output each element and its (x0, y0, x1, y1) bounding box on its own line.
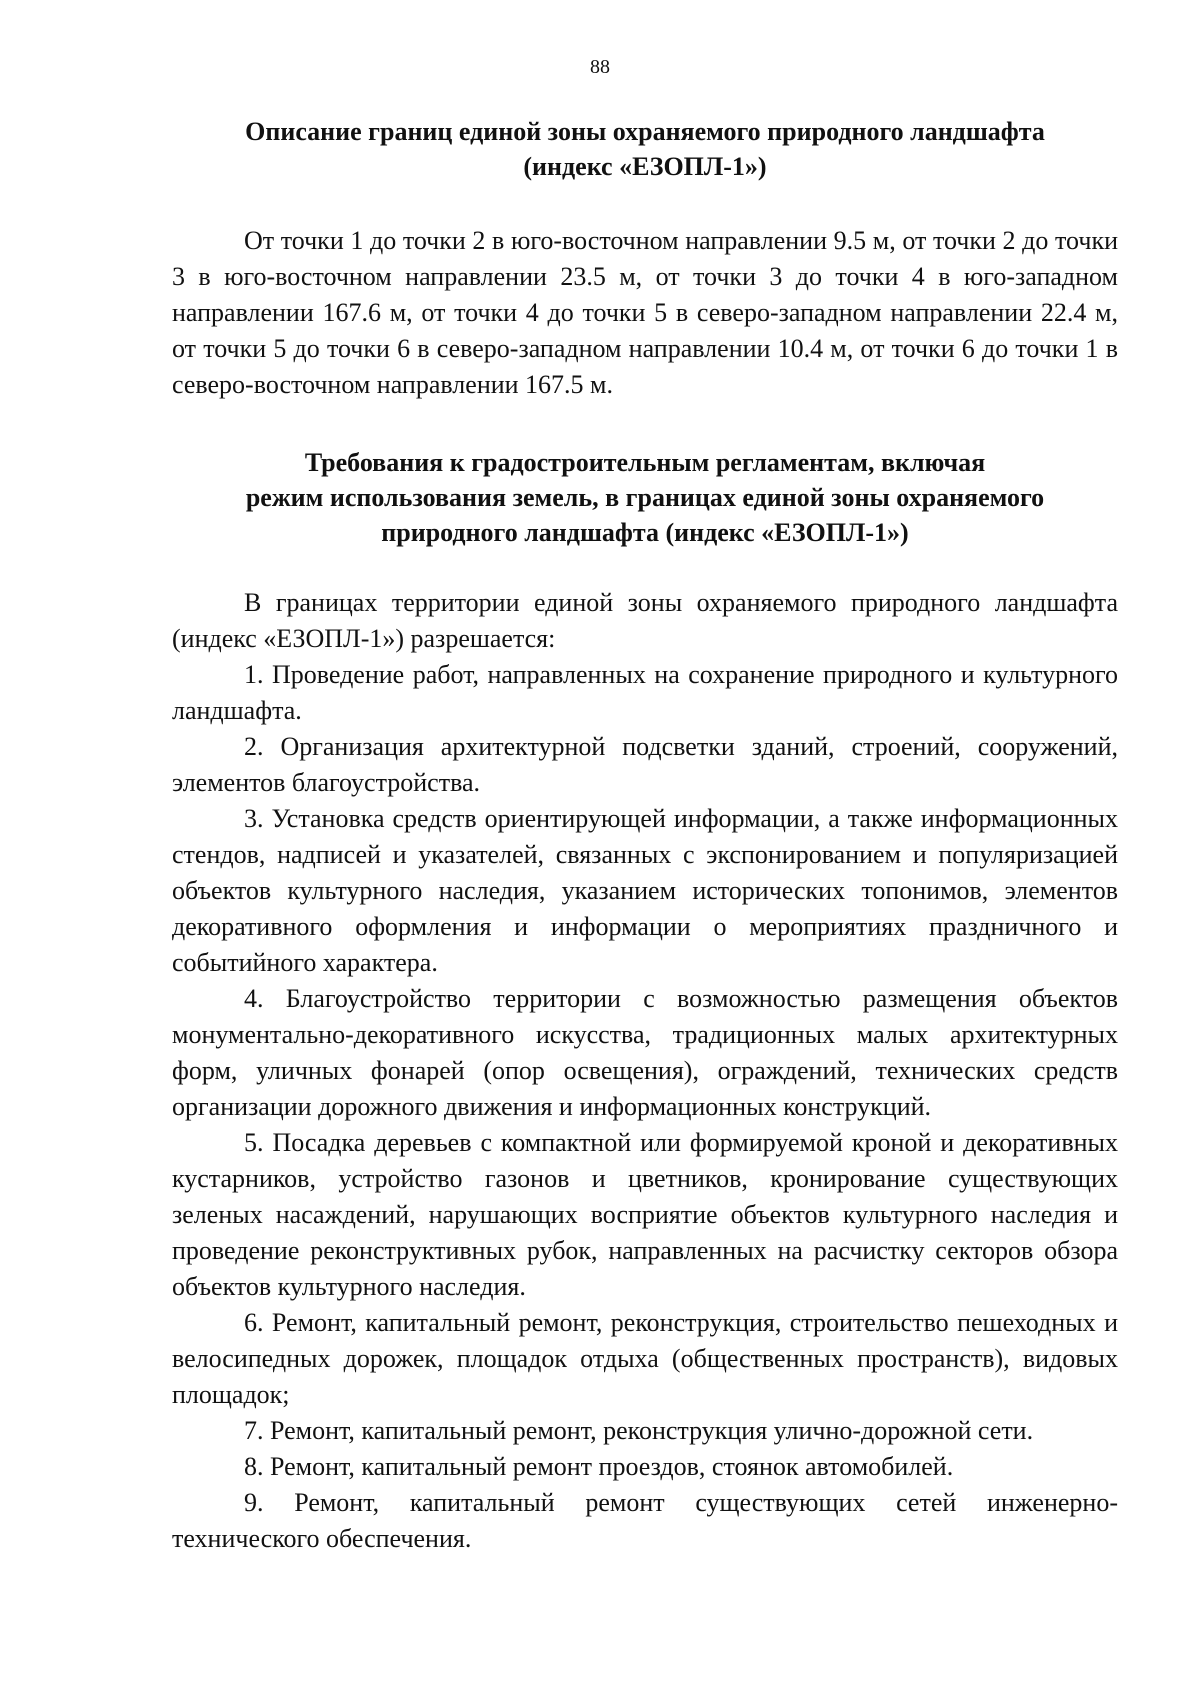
section-2-title-line: режим использования земель, в границах единой зоны охраняемого (245, 483, 1045, 512)
section-1-title (172, 114, 1118, 184)
page-number: 88 (590, 56, 610, 78)
requirement-item-2: 2. Организация архитектурной подсветки зданий, строений, сооружений, элементов благоустройства. (172, 732, 1118, 797)
section-1-title-line: Описание границ единой зоны охраняемого природного ландшафта (245, 117, 1045, 146)
spacer (172, 550, 1118, 585)
requirement-item-1: 1. Проведение работ, направленных на сохранение природного и культурного ландшафта. (172, 660, 1118, 725)
requirement-item-5: 5. Посадка деревьев с компактной или формируемой кроной и декоративных кустарников, устройство газонов и цветников, кронирование существующих зеленых насаждений, нарушающих восприятие объектов культурного наследия и проведение реконструктивных рубок, направленных на расчистку секторов обзора объектов культурного наследия. (172, 1128, 1118, 1301)
document-body (172, 114, 1118, 1557)
requirements-intro-paragraph: В границах территории единой зоны охраняемого природного ландшафта (индекс «ЕЗОПЛ-1») разрешается: (172, 588, 1118, 653)
section-2-title-line: природного ландшафта (индекс «ЕЗОПЛ-1») (381, 518, 909, 547)
section-1-title-line: (индекс «ЕЗОПЛ-1») (523, 152, 767, 181)
boundary-description-paragraph: От точки 1 до точки 2 в юго-восточном направлении 9.5 м, от точки 2 до точки 3 в юго-восточном направлении 23.5 м, от точки 3 до точки 4 в юго-западном направлении 167.6 м, от точки 4 до точки 5 в северо-западном направлении 22.4 м, от точки 5 до точки 6 в северо-западном направлении 10.4 м, от точки 6 до точки 1 в северо-восточном направлении 167.5 м. (172, 226, 1118, 399)
section-2-title-line: Требования к градостроительным регламентам, включая (304, 448, 986, 477)
spacer (172, 184, 1118, 223)
spacer (172, 403, 1118, 445)
requirement-item-7: 7. Ремонт, капитальный ремонт, реконструкция улично-дорожной сети. (244, 1416, 1034, 1445)
requirement-item-9: 9. Ремонт, капитальный ремонт существующих сетей инженерно-технического обеспечения. (172, 1488, 1118, 1553)
section-2-title (172, 445, 1118, 550)
requirement-item-6: 6. Ремонт, капитальный ремонт, реконструкция, строительство пешеходных и велосипедных дорожек, площадок отдыха (общественных пространств), видовых площадок; (172, 1308, 1118, 1409)
requirement-item-4: 4. Благоустройство территории с возможностью размещения объектов монументально-декоративного искусства, традиционных малых архитектурных форм, уличных фонарей (опор освещения), ограждений, технических средств организации дорожного движения и информационных конструкций. (172, 984, 1118, 1121)
requirement-item-3: 3. Установка средств ориентирующей информации, а также информационных стендов, надписей и указателей, связанных с экспонированием и популяризацией объектов культурного наследия, указанием исторических топонимов, элементов декоративного оформления и информации о мероприятиях праздничного и событийного характера. (172, 804, 1118, 977)
requirement-item-8: 8. Ремонт, капитальный ремонт проездов, стоянок автомобилей. (244, 1452, 954, 1481)
